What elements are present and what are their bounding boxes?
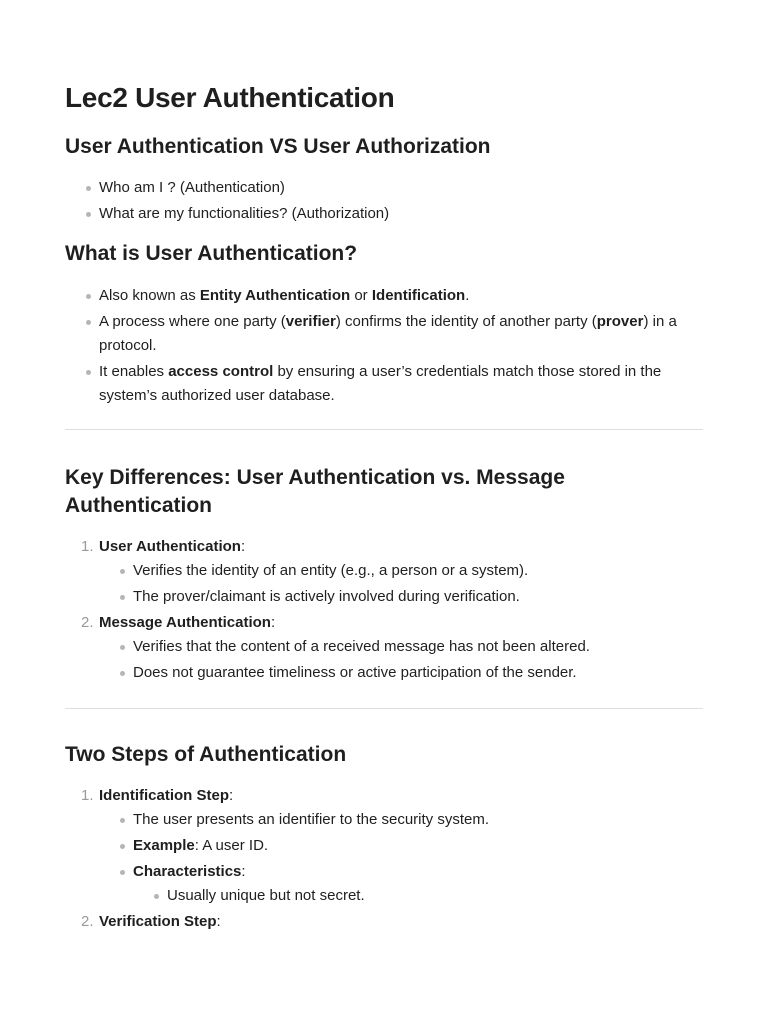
item-number: 1.: [81, 538, 94, 555]
key-differences-list: [65, 535, 703, 685]
numbered-item: 1. Identification Step: The user presents an identifier to the security system. Example: A user ID. Characteristics: Usually unique but not secret.: [65, 784, 703, 908]
sub-list-item: Verifies that the content of a received message has not been altered.: [99, 635, 703, 659]
sub-list-item: Verifies the identity of an entity (e.g., a person or a system).: [99, 559, 703, 583]
sub-list-item: Example: A user ID.: [99, 834, 703, 858]
item-label: Message Authentication: [99, 614, 271, 631]
sub-list: [99, 559, 703, 609]
item-number: 2.: [81, 913, 94, 930]
list-item: It enables access control by ensuring a user’s credentials match those stored in the system’s authorized user database.: [65, 360, 703, 408]
sub-sub-list-item: Usually unique but not secret.: [133, 884, 703, 908]
sub-list: [99, 808, 703, 908]
section-heading-auth-vs-authz: User Authentication VS User Authorization: [65, 135, 491, 158]
section-heading-key-differences: Key Differences: User Authentication vs. Message Authentication: [65, 466, 565, 517]
auth-vs-authz-list: [65, 176, 703, 226]
sub-list: [99, 635, 703, 685]
numbered-item: 2. Verification Step:: [65, 910, 703, 934]
section-divider: [65, 429, 703, 430]
item-label: Verification Step: [99, 913, 217, 930]
sub-sub-list: [133, 884, 703, 908]
sub-list-item: The prover/claimant is actively involved during verification.: [99, 585, 703, 609]
page-title: Lec2 User Authentication: [65, 82, 395, 113]
list-item: What are my functionalities? (Authorization): [65, 202, 703, 226]
list-item: A process where one party (verifier) confirms the identity of another party (prover) in a protocol.: [65, 310, 703, 358]
list-item: Also known as Entity Authentication or Identification.: [65, 284, 703, 308]
numbered-item: 1. User Authentication: Verifies the identity of an entity (e.g., a person or a system). The prover/claimant is actively involved during verification.: [65, 535, 703, 609]
sub-list-item: The user presents an identifier to the security system.: [99, 808, 703, 832]
numbered-item: 2. Message Authentication: Verifies that the content of a received message has not been altered. Does not guarantee timeliness or active participation of the sender.: [65, 611, 703, 685]
sub-list-item: Does not guarantee timeliness or active participation of the sender.: [99, 661, 703, 685]
item-label: User Authentication: [99, 538, 241, 555]
section-heading-what-is-auth: What is User Authentication?: [65, 242, 358, 265]
what-is-auth-list: [65, 284, 703, 408]
sub-list-item: Characteristics: Usually unique but not secret.: [99, 860, 703, 908]
section-heading-two-steps: Two Steps of Authentication: [65, 743, 347, 766]
section-divider: [65, 708, 703, 709]
item-number: 2.: [81, 614, 94, 631]
list-item: Who am I ? (Authentication): [65, 176, 703, 200]
item-label: Identification Step: [99, 787, 230, 804]
two-steps-list: [65, 784, 703, 934]
item-number: 1.: [81, 787, 94, 804]
